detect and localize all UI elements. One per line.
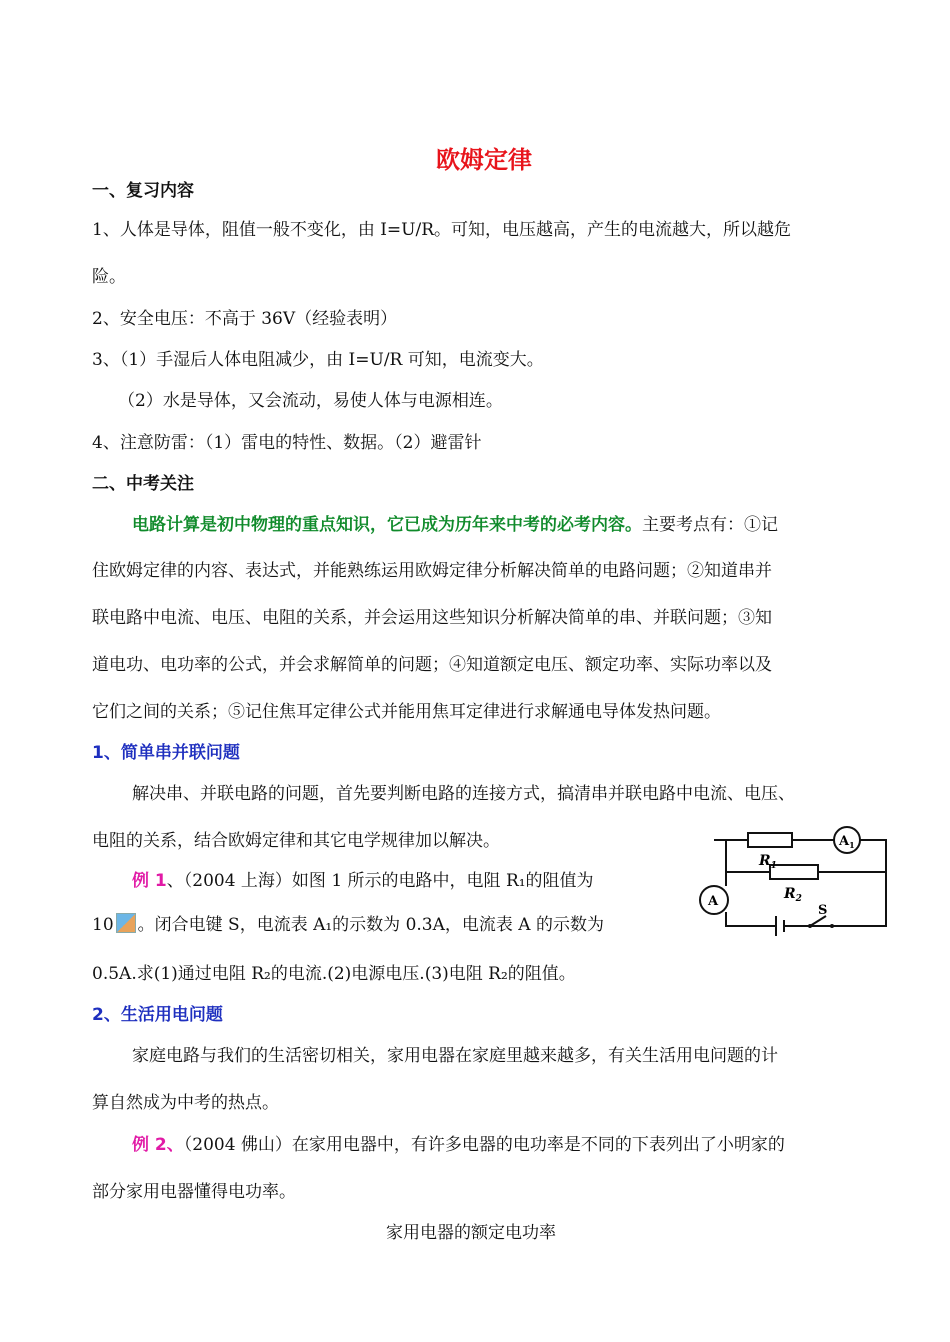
section-heading-exam-focus: 二、中考关注 (92, 474, 194, 494)
broken-image-icon (116, 913, 136, 933)
circuit-diagram (686, 812, 900, 942)
subsection-heading-household: 2、生活用电问题 (92, 1005, 223, 1025)
review-item-4: 4、注意防雷：（1）雷电的特性、数据。（2）避雷针 (92, 433, 482, 453)
exam-focus-line-5: 它们之间的关系；⑤记住焦耳定律公式并能用焦耳定律进行求解通电导体发热问题。 (92, 702, 721, 722)
example-1-line-3: 0.5A.求(1)通过电阻 R₂的电流.(2)电源电压.(3)电阻 R₂的阻值。 (92, 964, 576, 984)
review-item-1-line-1: 1、人体是导体，阻值一般不变化，由 I=U/R。可知，电压越高，产生的电流越大，所以越危 (92, 220, 792, 240)
review-item-3-1: 3、（1）手湿后人体电阻减少，由 I=U/R 可知，电流变大。 (92, 350, 544, 370)
label-r1: $R_1$ (759, 853, 777, 871)
example-2-line-2: 部分家用电器懂得电功率。 (92, 1182, 296, 1202)
resistor-r2 (770, 865, 818, 879)
example-1-line-2 (92, 910, 604, 935)
example-1-line-1 (132, 866, 594, 891)
example-2-line-1 (132, 1130, 785, 1155)
review-item-2: 2、安全电压：不高于 36V（经验表明） (92, 309, 398, 329)
exam-focus-line-1-rest: 主要考点有：①记 (642, 515, 778, 535)
exam-focus-line-4: 道电功、电功率的公式，并会求解简单的问题；④知道额定电压、额定功率、实际功率以及 (92, 655, 772, 675)
section-heading-review: 一、复习内容 (92, 181, 194, 201)
label-s: S (818, 903, 828, 918)
example-1-line-1-text: 、（2004 上海）如图 1 所示的电路中，电阻 R₁的阻值为 (166, 871, 594, 891)
example-2-line-1-text: （2004 佛山）在家用电器中，有许多电器的电功率是不同的下表列出了小明家的 (183, 1135, 785, 1155)
exam-focus-line-2: 住欧姆定律的内容、表达式，并能熟练运用欧姆定律分析解决简单的电路问题；②知道串并 (92, 561, 772, 581)
example-2-label: 例 2、 (132, 1135, 184, 1155)
exam-focus-emphasis: 电路计算是初中物理的重点知识，它已成为历年来中考的必考内容。 (132, 515, 642, 535)
resistor-r1 (748, 833, 792, 847)
household-para-line-1: 家庭电路与我们的生活密切相关，家用电器在家庭里越来越多，有关生活用电问题的计 (132, 1046, 778, 1066)
series-parallel-para-line-2: 电阻的关系，结合欧姆定律和其它电学规律加以解决。 (92, 831, 500, 851)
household-para-line-2: 算自然成为中考的热点。 (92, 1093, 279, 1113)
example-1-line-2-start: 10 (92, 915, 114, 935)
label-a: A (708, 894, 719, 909)
example-1-line-2-text: 。闭合电键 S，电流表 A₁的示数为 0.3A，电流表 A 的示数为 (137, 915, 604, 935)
example-1-label: 例 1 (132, 871, 167, 891)
label-r2: $R_2$ (784, 886, 802, 904)
exam-focus-line-3: 联电路中电流、电压、电阻的关系，并会运用这些知识分析解决简单的串、并联问题；③知 (92, 608, 772, 628)
review-item-1-line-2: 险。 (92, 267, 126, 287)
page-title: 欧姆定律 (436, 146, 532, 174)
exam-focus-line-1 (132, 510, 778, 535)
label-a1: $A_1$ (839, 834, 855, 850)
series-parallel-para-line-1: 解决串、并联电路的问题，首先要判断电路的连接方式，搞清串并联电路中电流、电压、 (132, 784, 795, 804)
subsection-heading-series-parallel: 1、简单串并联问题 (92, 743, 240, 763)
table-caption: 家用电器的额定电功率 (386, 1223, 556, 1243)
review-item-3-2: （2）水是导体，又会流动，易使人体与电源相连。 (118, 391, 503, 411)
